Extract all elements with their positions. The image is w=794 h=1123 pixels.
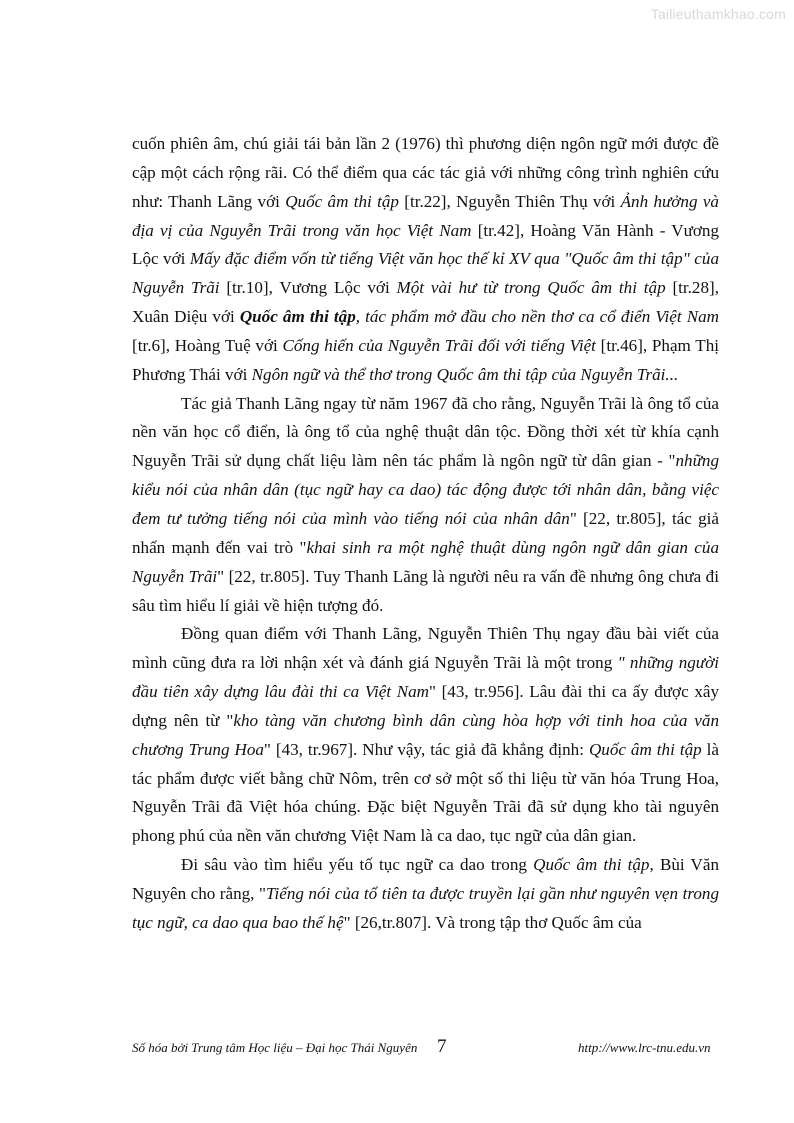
p2-text-3: " [22, tr.805]. Tuy Thanh Lãng là người nêu ra vấn đề nhưng ông chưa đi sâu tìm hiểu lí giải về hiện tượng đó. (132, 566, 719, 615)
p2-text-1: Tác giả Thanh Lãng ngay từ năm 1967 đã cho rằng, Nguyễn Trãi là ông tổ của nền văn học cổ điển, là ông tổ của nghệ thuật dân tộc. Đồng thời xét từ khía cạnh Nguyễn Trãi sử dụng chất liệu làm nên tác phẩm là ngôn ngữ từ dân gian - " (132, 393, 719, 471)
p1-title-1: Quốc âm thi tập (285, 191, 399, 211)
p1-title-2: Ảnh hưởng và địa vị của Nguyễn Trãi trong văn học Việt Nam (132, 191, 719, 240)
p1-text-7: [tr.46], Phạm Thị Phương Thái với (132, 335, 719, 384)
paragraph-3 (132, 620, 719, 851)
p4-text-3: " [26,tr.807]. Và trong tập thơ Quốc âm của (343, 912, 642, 932)
p1-text-8: ... (665, 364, 679, 384)
p4-quote-2: Tiếng nói của tổ tiên ta được truyền lại gần như nguyên vẹn trong tục ngữ, ca dao qua bao thế hệ (132, 883, 719, 932)
p2-quote-2: khai sinh ra một nghệ thuật dùng ngôn ngữ dân gian của Nguyễn Trãi (132, 537, 719, 586)
p1-title-4: Một vài hư từ trong Quốc âm thi tập (396, 278, 666, 298)
footer-url: http://www.lrc-tnu.edu.vn (578, 1040, 711, 1055)
p1-title-3: Mấy đặc điểm vốn từ tiếng Việt văn học thế kỉ XV qua "Quốc âm thi tập" của Nguyễn Trãi (132, 249, 719, 298)
p2-text-2: " [22, tr.805], tác giả nhấn mạnh đến vai trò " (132, 508, 719, 557)
watermark: Tailieuthamkhao.com (650, 6, 786, 22)
p3-title-3: Quốc âm thi tập (588, 739, 702, 759)
p4-text-2: , Bùi Văn Nguyên cho rằng, " (132, 855, 719, 903)
p1-text-6: [tr.6], Hoàng Tuệ với (132, 335, 283, 355)
p1-text-5: [tr.28], Xuân Diệu với (132, 278, 719, 327)
p1-title-7: Ngôn ngữ và thể thơ trong Quốc âm thi tập của Nguyễn Trãi (251, 364, 666, 384)
p1-text-4: [tr.10], Vương Lộc với (219, 278, 397, 298)
p1-bold-title-5: Quốc âm thi tập (239, 307, 356, 327)
p1-text-2: [tr.22], Nguyễn Thiên Thụ với (398, 191, 621, 211)
p2-quote-1: những kiểu nói của nhân dân (tục ngữ hay ca dao) tác động được tới nhân dân, bằng việc đem tư tưởng tiếng nói của mình vào tiếng nói của nhân dân (132, 451, 719, 528)
page-number: 7 (437, 1036, 447, 1057)
p3-text-4: là tác phẩm được viết bằng chữ Nôm, trên cơ sở một số thi liệu từ văn hóa Trung Hoa, Nguyễn Trãi đã Việt hóa chúng. Đặc biệt Nguyễn Trãi đã sử dụng kho tài nguyên phong phú của nền văn chương Việt Nam là ca dao, tục ngữ của dân gian. (132, 739, 719, 846)
paragraph-4 (132, 851, 719, 938)
p3-text-3: " [43, tr.967]. Như vậy, tác giả đã khẳng định: (263, 739, 589, 759)
p1-text-1: cuốn phiên âm, chú giải tái bản lần 2 (1976) thì phương diện ngôn ngữ mới được đề cập một cách rộng rãi. Có thể điểm qua các tác giả với những công trình nghiên cứu như: Thanh Lãng với (132, 134, 719, 211)
p3-quote-2: kho tàng văn chương bình dân cùng hòa hợp với tinh hoa của văn chương Trung Hoa (132, 710, 719, 759)
p1-title-6: Cống hiến của Nguyễn Trãi đối với tiếng Việt (282, 335, 596, 355)
paragraph-2 (132, 390, 719, 621)
p3-text-1: Đồng quan điểm với Thanh Lãng, Nguyễn Thiên Thụ ngay đầu bài viết của mình cũng đưa ra lời nhận xét và đánh giá Nguyễn Trãi là một trong (132, 624, 719, 673)
paragraph-1 (132, 130, 719, 390)
p4-text-1: Đi sâu vào tìm hiểu yếu tố tục ngữ ca dao trong (181, 855, 534, 875)
p3-text-2: " [43, tr.956]. Lâu đài thi ca ấy được xây dựng nên từ " (132, 682, 719, 730)
footer-source: Số hóa bởi Trung tâm Học liệu – Đại học Thái Nguyên (132, 1040, 418, 1055)
p4-title-1: Quốc âm thi tập (533, 855, 650, 875)
p3-quote-1: " những người đầu tiên xây dựng lâu đài thi ca Việt Nam (132, 653, 719, 702)
p1-text-3: [tr.42], Hoàng Văn Hành - Vương Lộc với (132, 220, 719, 269)
document-body (132, 130, 719, 938)
page-footer (132, 1038, 732, 1062)
p1-title-5: , tác phẩm mở đầu cho nền thơ ca cổ điển Việt Nam (355, 307, 719, 327)
